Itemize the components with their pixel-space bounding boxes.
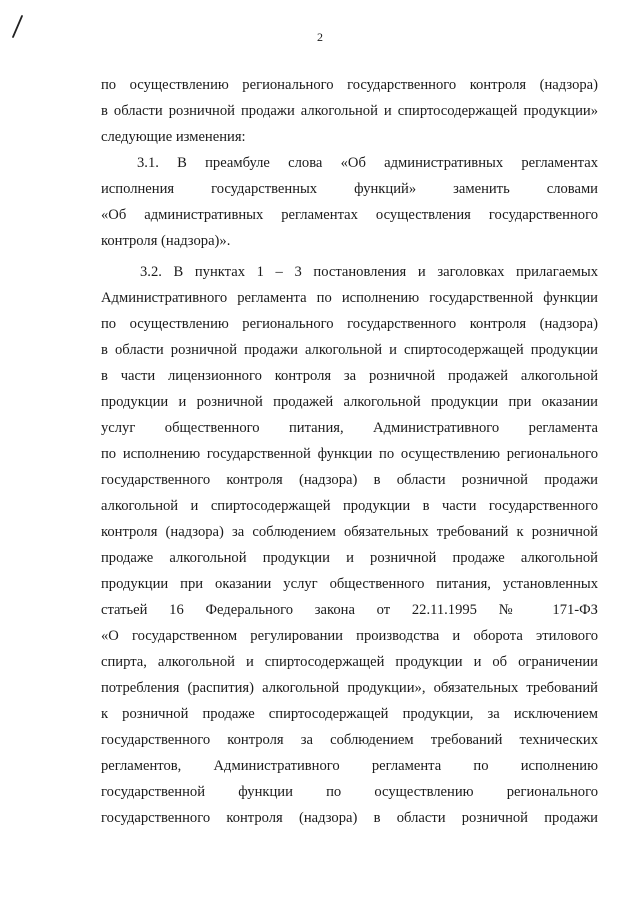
text-line: к розничной продаже спиртосодержащей продукции, за исключением <box>101 706 598 722</box>
text-line: государственного контроля за соблюдением требований технических <box>101 732 598 748</box>
text-line: исполнения государственных функций» заменить словами <box>101 181 598 197</box>
text-line: алкогольной и спиртосодержащей продукции в части государственного <box>101 498 598 514</box>
text-line: Административного регламента по исполнению государственной функции <box>101 290 598 306</box>
text-line: по осуществлению регионального государственного контроля (надзора) <box>101 77 598 93</box>
text-line: государственного контроля (надзора) в области розничной продажи <box>101 810 598 826</box>
text-line: следующие изменения: <box>101 129 246 145</box>
text-line: продукции при оказании услуг общественного питания, установленных <box>101 576 598 592</box>
text-line: «Об административных регламентах осуществления государственного <box>101 207 598 223</box>
text-line: продаже алкогольной продукции и розничной продаже алкогольной <box>101 550 598 566</box>
text-line: контроля (надзора) за соблюдением обязательных требований к розничной <box>101 524 598 540</box>
text-line: государственного контроля (надзора) в области розничной продажи <box>101 472 598 488</box>
text-line: регламентов, Административного регламента по исполнению <box>101 758 598 774</box>
text-line: продукции и розничной продажей алкогольной продукции при оказании <box>101 394 598 410</box>
text-line: по исполнению государственной функции по осуществлению регионального <box>101 446 598 462</box>
text-line: потребления (распития) алкогольной продукции», обязательных требований <box>101 680 598 696</box>
text-line: «О государственном регулировании производства и оборота этилового <box>101 628 598 644</box>
page-number: 2 <box>317 30 323 44</box>
text-line: контроля (надзора)». <box>101 233 231 249</box>
paragraph-3-2-first-line: 3.2. В пунктах 1 – 3 постановления и заголовках прилагаемых <box>140 264 598 280</box>
text-line: по осуществлению регионального государственного контроля (надзора) <box>101 316 598 332</box>
text-line: в области розничной продажи алкогольной и спиртосодержащей продукции <box>101 342 598 358</box>
text-line: в области розничной продажи алкогольной и спиртосодержащей продукции» <box>101 103 598 119</box>
text-line: статьей 16 Федерального закона от 22.11.1995 № 171-ФЗ <box>101 602 598 618</box>
text-line: государственной функции по осуществлению регионального <box>101 784 598 800</box>
text-line: спирта, алкогольной и спиртосодержащей продукции и об ограничении <box>101 654 598 670</box>
text-line: в части лицензионного контроля за розничной продажей алкогольной <box>101 368 598 384</box>
paragraph-3-1-first-line: 3.1. В преамбуле слова «Об административных регламентах <box>137 155 598 171</box>
text-line: услуг общественного питания, Административного регламента <box>101 420 598 436</box>
